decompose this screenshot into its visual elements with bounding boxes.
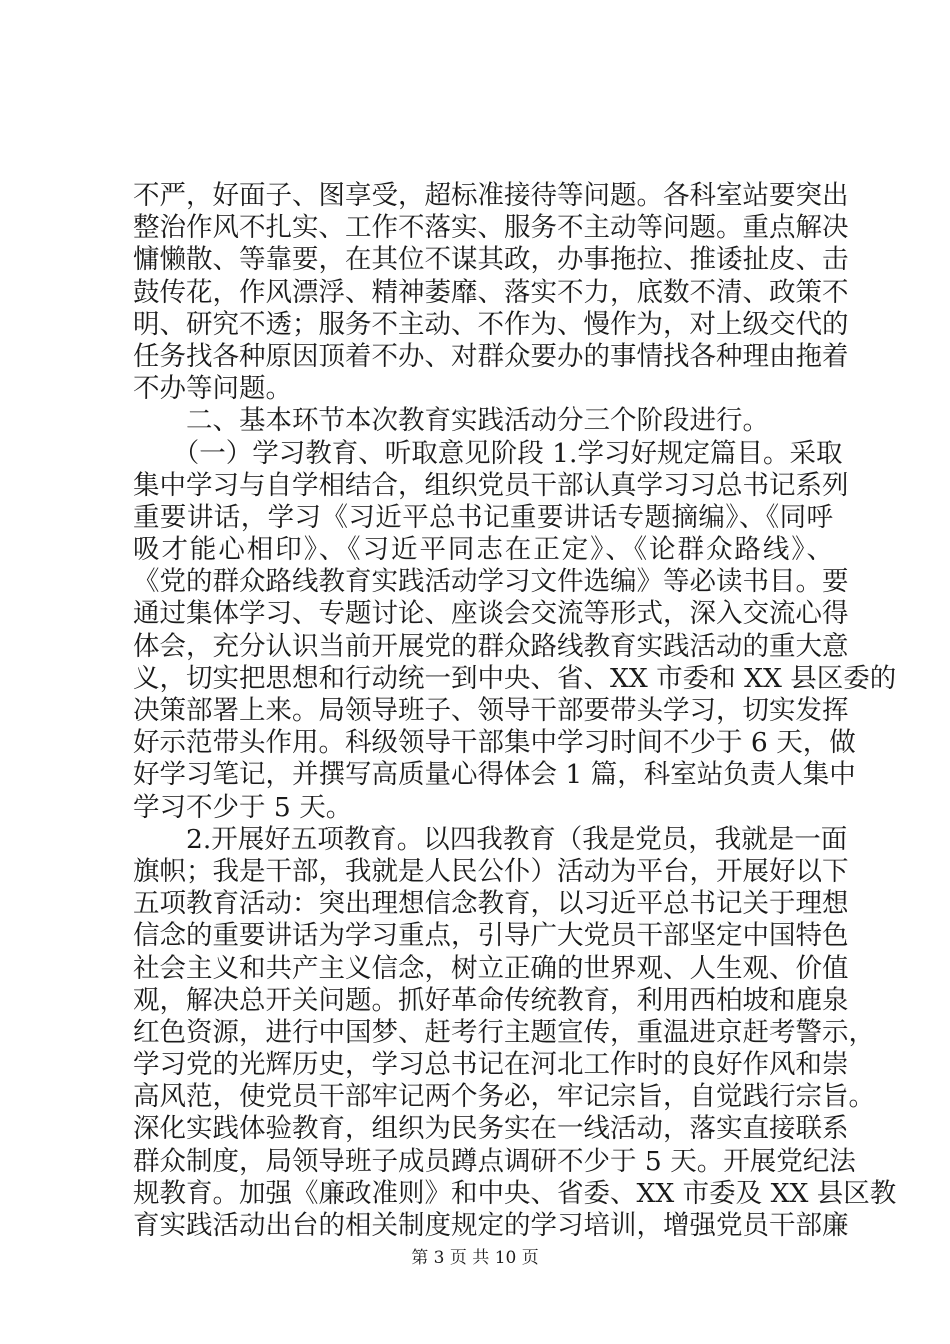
text-line: 不严，好面子、图享受，超标准接待等问题。各科室站要突出 [133,180,849,211]
text-line: 决策部署上来。局领导班子、领导干部要带头学习，切实发挥 [133,695,849,726]
text-line: 高风范，使党员干部牢记两个务必，牢记宗旨，自觉践行宗旨。 [133,1081,875,1113]
text-line: 重要讲话，学习《习近平总书记重要讲话专题摘编》、《同呼 [133,501,833,533]
paragraph [133,180,849,405]
text-line: 群众制度，局领导班子成员蹲点调研不少于 5 天。开展党纪法 [133,1145,856,1177]
text-line: 通过集体学习、专题讨论、座谈会交流等形式，深入交流心得 [133,598,849,630]
text-line: 观，解决总开关问题。抓好革命传统教育，利用西柏坡和鹿泉 [133,984,849,1016]
text-line: 旗帜；我是干部，我就是人民公仆）活动为平台，开展好以下 [133,855,849,887]
text-line: 义，切实把思想和行动统一到中央、省、XX 市委和 XX 县区委的 [133,662,897,694]
text-line: 体会，充分认识当前开展党的群众路线教育实践活动的重大意 [133,630,849,662]
text-line: 不办等问题。 [133,373,292,405]
text-line: 社会主义和共产主义信念，树立正确的世界观、人生观、价值 [133,952,849,984]
page-footer: 第 3 页 共 10 页 [411,1248,539,1268]
text-line: 信念的重要讲话为学习重点，引导广大党员干部坚定中国特色 [133,920,849,952]
paragraph [133,437,897,824]
text-line: 二、基本环节本次教育实践活动分三个阶段进行。 [133,405,769,437]
text-line: 任务找各种原因顶着不办、对群众要办的事情找各种理由拖着 [133,340,849,372]
text-line: 鼓传花，作风漂浮、精神萎靡、落实不力，底数不清、政策不 [133,276,849,308]
text-line: 集中学习与自学相结合，组织党员干部认真学习习总书记系列 [133,469,849,501]
text-line: 学习党的光辉历史，学习总书记在河北工作时的良好作风和崇 [133,1049,849,1081]
paragraph [133,405,833,437]
text-line: 明、研究不透；服务不主动、不作为、慢作为，对上级交代的 [133,308,849,340]
text-line: 好学习笔记，并撰写高质量心得体会 1 篇，科室站负责人集中 [133,759,856,791]
text-line: 2.开展好五项教育。以四我教育（我是党员，我就是一面 [133,823,848,855]
text-line: 慵懒散、等靠要，在其位不谋其政，办事拖拉、推诿扯皮、击 [133,244,849,276]
text-line: 整治作风不扎实、工作不落实、服务不主动等问题。重点解决 [133,212,849,244]
text-line: （一）学习教育、听取意见阶段 1.学习好规定篇目。采取 [133,437,843,469]
text-line: 育实践活动出台的相关制度规定的学习培训，增强党员干部廉 [133,1210,849,1241]
text-line: 学习不少于 5 天。 [133,791,353,823]
text-line: 《党的群众路线教育实践活动学习文件选编》等必读书目。要 [133,566,849,598]
text-line: 好示范带头作用。科级领导干部集中学习时间不少于 6 天，做 [133,727,856,759]
document-body [133,180,897,1242]
text-line: 五项教育活动：突出理想信念教育，以习近平总书记关于理想 [133,888,849,920]
text-line: 规教育。加强《廉政准则》和中央、省委、XX 市委及 XX 县区教 [133,1177,897,1209]
paragraph [133,823,897,1242]
text-line: 吸才能心相印》、《习近平同志在正定》、《论群众路线》、 [133,534,833,566]
text-line: 红色资源，进行中国梦、赶考行主题宣传，重温进京赶考警示， [133,1016,875,1048]
text-line: 深化实践体验教育，组织为民务实在一线活动，落实直接联系 [133,1113,849,1145]
